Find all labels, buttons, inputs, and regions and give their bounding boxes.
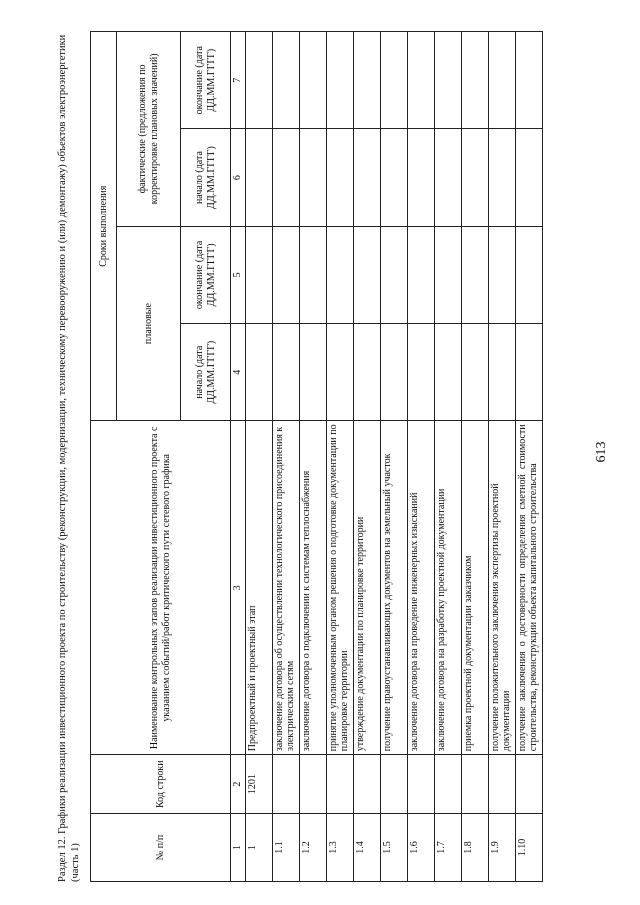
row-stage-name: заключение договора о подключении к системам теплоснабжения [299,421,326,755]
row-code [434,755,461,814]
column-number: 6 [231,129,246,226]
row-code [461,755,488,814]
row-code [407,755,434,814]
table-row [380,32,407,882]
row-code [488,755,515,814]
row-number: 1.8 [461,814,488,882]
row-code [272,755,299,814]
page-number: 613 [594,441,609,463]
planned-start-cell [380,324,407,421]
actual-start-cell [515,129,542,226]
row-code [380,755,407,814]
row-code [326,755,353,814]
row-stage-name: заключение договора об осуществлении технологического присоединения к электрическим сетям [272,421,299,755]
column-number: 7 [231,32,246,129]
planned-end-cell [380,226,407,323]
table-row [407,32,434,882]
actual-start-cell [488,129,515,226]
section-heading: Раздел 12. Графики реализации инвестиционного проекта по строительству (реконструкции, модернизации, техническому перевооружению и (или) демонтажу) объектов электроэнергетики (часть 1) [57,34,81,882]
actual-end-cell [407,32,434,129]
planned-end-cell [434,226,461,323]
header-planned: плановые [117,226,181,421]
row-code [515,755,542,814]
header-planned-end: окончание (дата ДД.ММ.ГГГГ) [181,226,231,323]
row-stage-name: получение правоустанавливающих документов на земельный участок [380,421,407,755]
row-code: 1201 [245,755,272,814]
row-number: 1.3 [326,814,353,882]
row-stage-name: Предпроектный и проектный этап [245,421,272,755]
actual-start-cell [434,129,461,226]
row-stage-name: принятие уполномоченным органом решения о подготовке документации по планировке территории [326,421,353,755]
actual-end-cell [380,32,407,129]
row-number: 1.9 [488,814,515,882]
column-number: 2 [231,755,246,814]
actual-start-cell [326,129,353,226]
table-row [353,32,380,882]
table-row [488,32,515,882]
row-number: 1.2 [299,814,326,882]
rotated-page [18,12,640,882]
row-number: 1.10 [515,814,542,882]
header-actual-end: окончание (дата ДД.ММ.ГГГГ) [181,32,231,129]
actual-start-cell [245,129,272,226]
planned-end-cell [407,226,434,323]
header-deadlines: Сроки выполнения [91,32,117,421]
planned-start-cell [407,324,434,421]
actual-end-cell [434,32,461,129]
table-row [461,32,488,882]
row-number: 1 [245,814,272,882]
table-row [326,32,353,882]
header-name: Наименование контрольных этапов реализации инвестиционного проекта с указанием событий/работ критического пути сетевого графика [91,421,231,755]
header-code: Код строки [91,755,231,814]
row-number: 1.7 [434,814,461,882]
actual-end-cell [461,32,488,129]
planned-start-cell [245,324,272,421]
column-number: 5 [231,226,246,323]
row-stage-name: заключение договора на разработку проектной документации [434,421,461,755]
planned-end-cell [326,226,353,323]
row-stage-name: получение положительного заключения экспертизы проектной документации [488,421,515,755]
row-number: 1.1 [272,814,299,882]
planned-start-cell [353,324,380,421]
actual-end-cell [272,32,299,129]
actual-start-cell [380,129,407,226]
table-row [515,32,542,882]
header-actual: фактические (предложения по корректировке плановых значений) [117,32,181,227]
row-number: 1.4 [353,814,380,882]
row-number: 1.5 [380,814,407,882]
actual-end-cell [299,32,326,129]
header-planned-start: начало (дата ДД.ММ.ГГГГ) [181,324,231,421]
actual-start-cell [272,129,299,226]
column-number: 3 [231,421,246,755]
actual-end-cell [488,32,515,129]
column-number: 4 [231,324,246,421]
planned-start-cell [488,324,515,421]
planned-end-cell [488,226,515,323]
planned-end-cell [353,226,380,323]
schedule-table [90,31,543,882]
row-number: 1.6 [407,814,434,882]
row-stage-name: заключение договора на проведение инженерных изысканий [407,421,434,755]
planned-start-cell [272,324,299,421]
planned-start-cell [515,324,542,421]
planned-end-cell [515,226,542,323]
actual-start-cell [299,129,326,226]
planned-end-cell [461,226,488,323]
column-number: 1 [231,814,246,882]
column-number-row [231,32,246,882]
row-stage-name: приемка проектной документации заказчиком [461,421,488,755]
planned-start-cell [434,324,461,421]
actual-end-cell [326,32,353,129]
table-row [434,32,461,882]
actual-start-cell [353,129,380,226]
header-actual-start: начало (дата ДД.ММ.ГГГГ) [181,129,231,226]
table-row [299,32,326,882]
table-row [245,32,272,882]
actual-start-cell [461,129,488,226]
actual-end-cell [515,32,542,129]
row-code [353,755,380,814]
row-code [299,755,326,814]
actual-start-cell [407,129,434,226]
planned-start-cell [326,324,353,421]
row-stage-name: утверждение документации по планировке территории [353,421,380,755]
row-stage-name: получение заключения о достоверности определения сметной стоимости строительства, реконструкции объекта капитального строительства [515,421,542,755]
actual-end-cell [245,32,272,129]
table-row [272,32,299,882]
header-num: № п/п [91,814,231,882]
planned-end-cell [272,226,299,323]
planned-end-cell [299,226,326,323]
planned-end-cell [245,226,272,323]
planned-start-cell [461,324,488,421]
planned-start-cell [299,324,326,421]
actual-end-cell [353,32,380,129]
